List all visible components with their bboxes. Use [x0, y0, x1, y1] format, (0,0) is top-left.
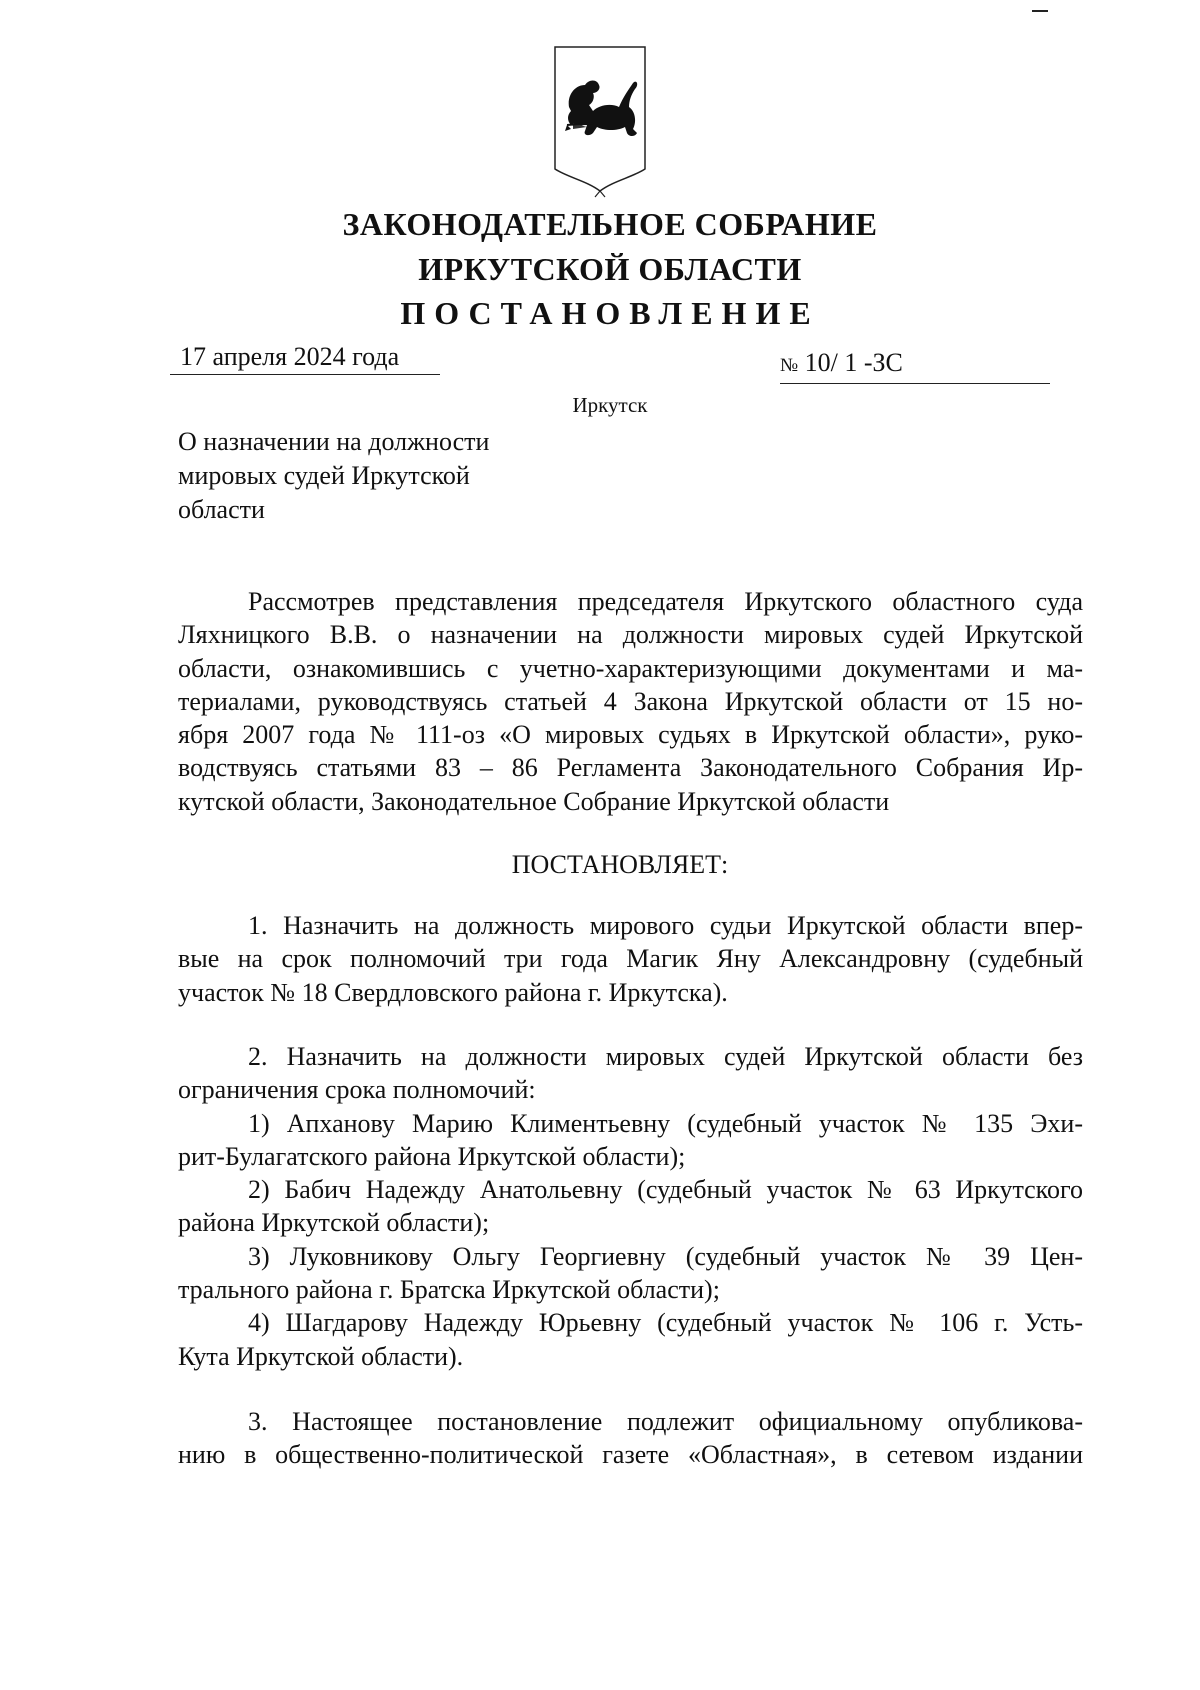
item-1-paragraph — [178, 909, 1083, 1009]
subject-line: О назначении на должности — [178, 427, 490, 456]
text-line: 2) Бабич Надежду Анатольевну (судебный участок № 63 Иркутского — [248, 1175, 1083, 1205]
document-city: Иркутск — [572, 393, 648, 417]
text-line: вые на срок полномочий три года Магик Яну Александровну (судебный — [178, 944, 1083, 974]
item-3-paragraph — [178, 1405, 1083, 1472]
text-line: участок № 18 Свердловского района г. Иркутска). — [178, 977, 728, 1007]
text-line: териалами, руководствуясь статьей 4 Закона Иркутской области от 15 но- — [178, 686, 1083, 716]
subject-line: области — [178, 495, 265, 524]
text-line: 4) Шагдарову Надежду Юрьевну (судебный участок № 106 г. Усть- — [248, 1308, 1083, 1338]
text-line: Кута Иркутской области). — [178, 1341, 464, 1371]
number-value: 10/ 1 -ЗС — [804, 348, 903, 377]
text-line: 2. Назначить на должности мировых судей Иркутской области без — [248, 1042, 1083, 1071]
text-line: 3) Луковникову Ольгу Георгиевну (судебный участок № 39 Цен- — [248, 1241, 1083, 1271]
text-line: нию в общественно-политической газете «Областная», в сетевом издании — [178, 1440, 1083, 1470]
text-line: водствуясь статьями 83 – 86 Регламента Законодательного Собрания Ир- — [178, 753, 1083, 783]
text-line: кутской области, Законодательное Собрание Иркутской области — [178, 786, 890, 816]
organization-name-line1: ЗАКОНОДАТЕЛЬНОЕ СОБРАНИЕ — [342, 206, 878, 242]
irkutsk-coat-of-arms-icon — [553, 45, 647, 199]
text-line: Рассмотрев представления председателя Иркутского областного суда — [248, 587, 1083, 616]
resolve-heading: ПОСТАНОВЛЯЕТ: — [511, 850, 729, 879]
text-line: области, ознакомившись с учетно-характеризующими документами и ма- — [178, 653, 1083, 683]
text-line: Ляхницкого В.В. о назначении на должности мировых судей Иркутской — [178, 620, 1083, 650]
subject-line: мировых судей Иркутской — [178, 461, 470, 490]
document-type: ПОСТАНОВЛЕНИЕ — [400, 295, 820, 331]
text-line: ября 2007 года № 111-оз «О мировых судьях в Иркутской области», руко- — [178, 720, 1083, 750]
text-line: рит-Булагатского района Иркутской области); — [178, 1141, 686, 1171]
text-line: 3. Настоящее постановление подлежит официальному опубликова- — [248, 1407, 1083, 1436]
text-line: трального района г. Братска Иркутской области); — [178, 1275, 720, 1305]
organization-name-line2: ИРКУТСКОЙ ОБЛАСТИ — [418, 251, 802, 287]
text-line: 1) Апханову Марию Климентьевну (судебный участок № 135 Эхи- — [248, 1108, 1083, 1138]
text-line: ограничения срока полномочий: — [178, 1075, 536, 1105]
scan-mark — [1032, 10, 1048, 12]
item-2-paragraph — [178, 1040, 1083, 1373]
document-number — [780, 346, 1050, 384]
document-subject — [178, 425, 523, 527]
text-line: района Иркутской области); — [178, 1208, 490, 1238]
preamble-paragraph — [178, 585, 1083, 818]
document-date: 17 апреля 2024 года — [170, 340, 440, 375]
number-sign: № — [780, 355, 799, 376]
text-line: 1. Назначить на должность мирового судьи Иркутской области впер- — [248, 911, 1083, 940]
